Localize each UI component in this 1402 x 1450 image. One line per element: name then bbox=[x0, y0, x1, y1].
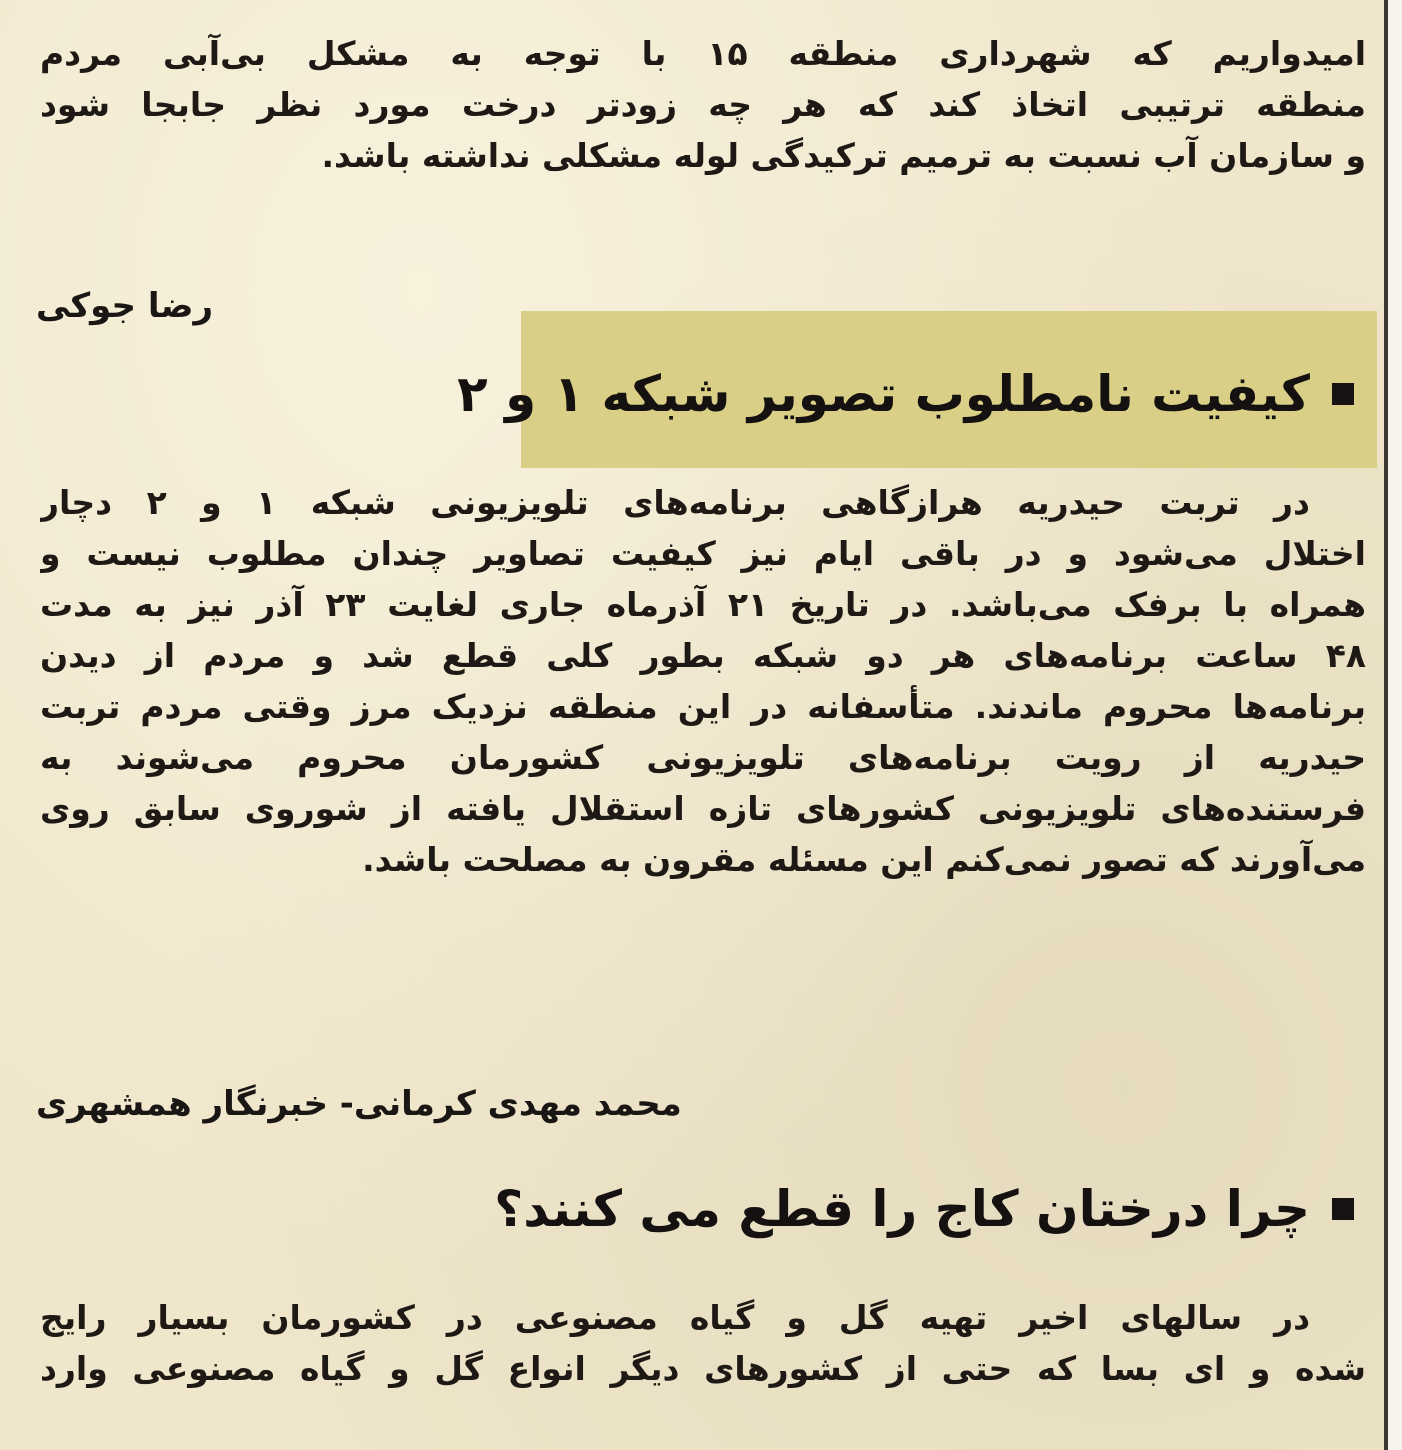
pine-headline-text: چرا درختان کاج را قطع می کنند؟ bbox=[494, 1180, 1310, 1238]
article-top-body bbox=[40, 0, 1366, 181]
pine-article-line: در سالهای اخیر تهیه گل و گیاه مصنوعی در کشورمان بسیار رایج bbox=[40, 1298, 1310, 1337]
tv-article-line: همراه با برفک می‌باشد. در تاریخ ۲۱ آذرماه جاری لغایت ۲۳ آذر نیز به مدت bbox=[40, 585, 1366, 624]
article-top-line: منطقه ترتیبی اتخاذ کند که هر چه زودتر درخت مورد نظر جابجا شود bbox=[40, 85, 1366, 124]
pine-article-partial-line bbox=[40, 1394, 1366, 1424]
tv-headline bbox=[457, 365, 1354, 423]
tv-article-line: اختلال می‌شود و در باقی ایام نیز کیفیت تصاویر چندان مطلوب نیست و bbox=[40, 534, 1366, 573]
tv-article-signature: محمد مهدی کرمانی- خبرنگار همشهری bbox=[36, 1084, 682, 1124]
tv-article-line: فرستنده‌های تلویزیونی کشورهای تازه استقلال یافته از شوروی سابق روی bbox=[40, 789, 1366, 828]
tv-article-line: برنامه‌ها محروم ماندند. متأسفانه در این منطقه نزدیک مرز وقتی مردم تربت bbox=[40, 687, 1366, 726]
pine-article-body bbox=[40, 1292, 1366, 1424]
tv-article-line: می‌آورند که تصور نمی‌کنم این مسئله مقرون به مصلحت باشد. bbox=[362, 840, 1366, 879]
bullet-square-icon bbox=[1332, 383, 1354, 405]
tv-article-body bbox=[40, 477, 1366, 885]
pine-headline bbox=[494, 1180, 1354, 1238]
tv-article-line: در تربت حیدریه هرازگاهی برنامه‌های تلویزیونی شبکه ۱ و ۲ دچار bbox=[40, 483, 1310, 522]
article-top-line: و سازمان آب نسبت به ترمیم ترکیدگی لوله مشکلی نداشته باشد. bbox=[321, 136, 1366, 175]
page-margin bbox=[1388, 0, 1402, 1450]
bullet-square-icon bbox=[1332, 1198, 1354, 1220]
pine-article-line: شده و ای بسا که حتی از کشورهای دیگر انواع گل و گیاه مصنوعی وارد bbox=[40, 1349, 1366, 1388]
tv-article-line: حیدریه از رویت برنامه‌های تلویزیونی کشورمان محروم می‌شوند به bbox=[40, 738, 1366, 777]
tv-article-line: ۴۸ ساعت برنامه‌های هر دو شبکه بطور کلی قطع شد و مردم از دیدن bbox=[40, 636, 1366, 675]
article-top-partial-line bbox=[40, 0, 1366, 28]
tv-headline-text: کیفیت نامطلوب تصویر شبکه ۱ و ۲ bbox=[457, 365, 1310, 423]
article-top-line: امیدواریم که شهرداری منطقه ۱۵ با توجه به مشکل بی‌آبی مردم bbox=[40, 34, 1366, 73]
article-top-signature: رضا جوکی bbox=[36, 286, 214, 326]
